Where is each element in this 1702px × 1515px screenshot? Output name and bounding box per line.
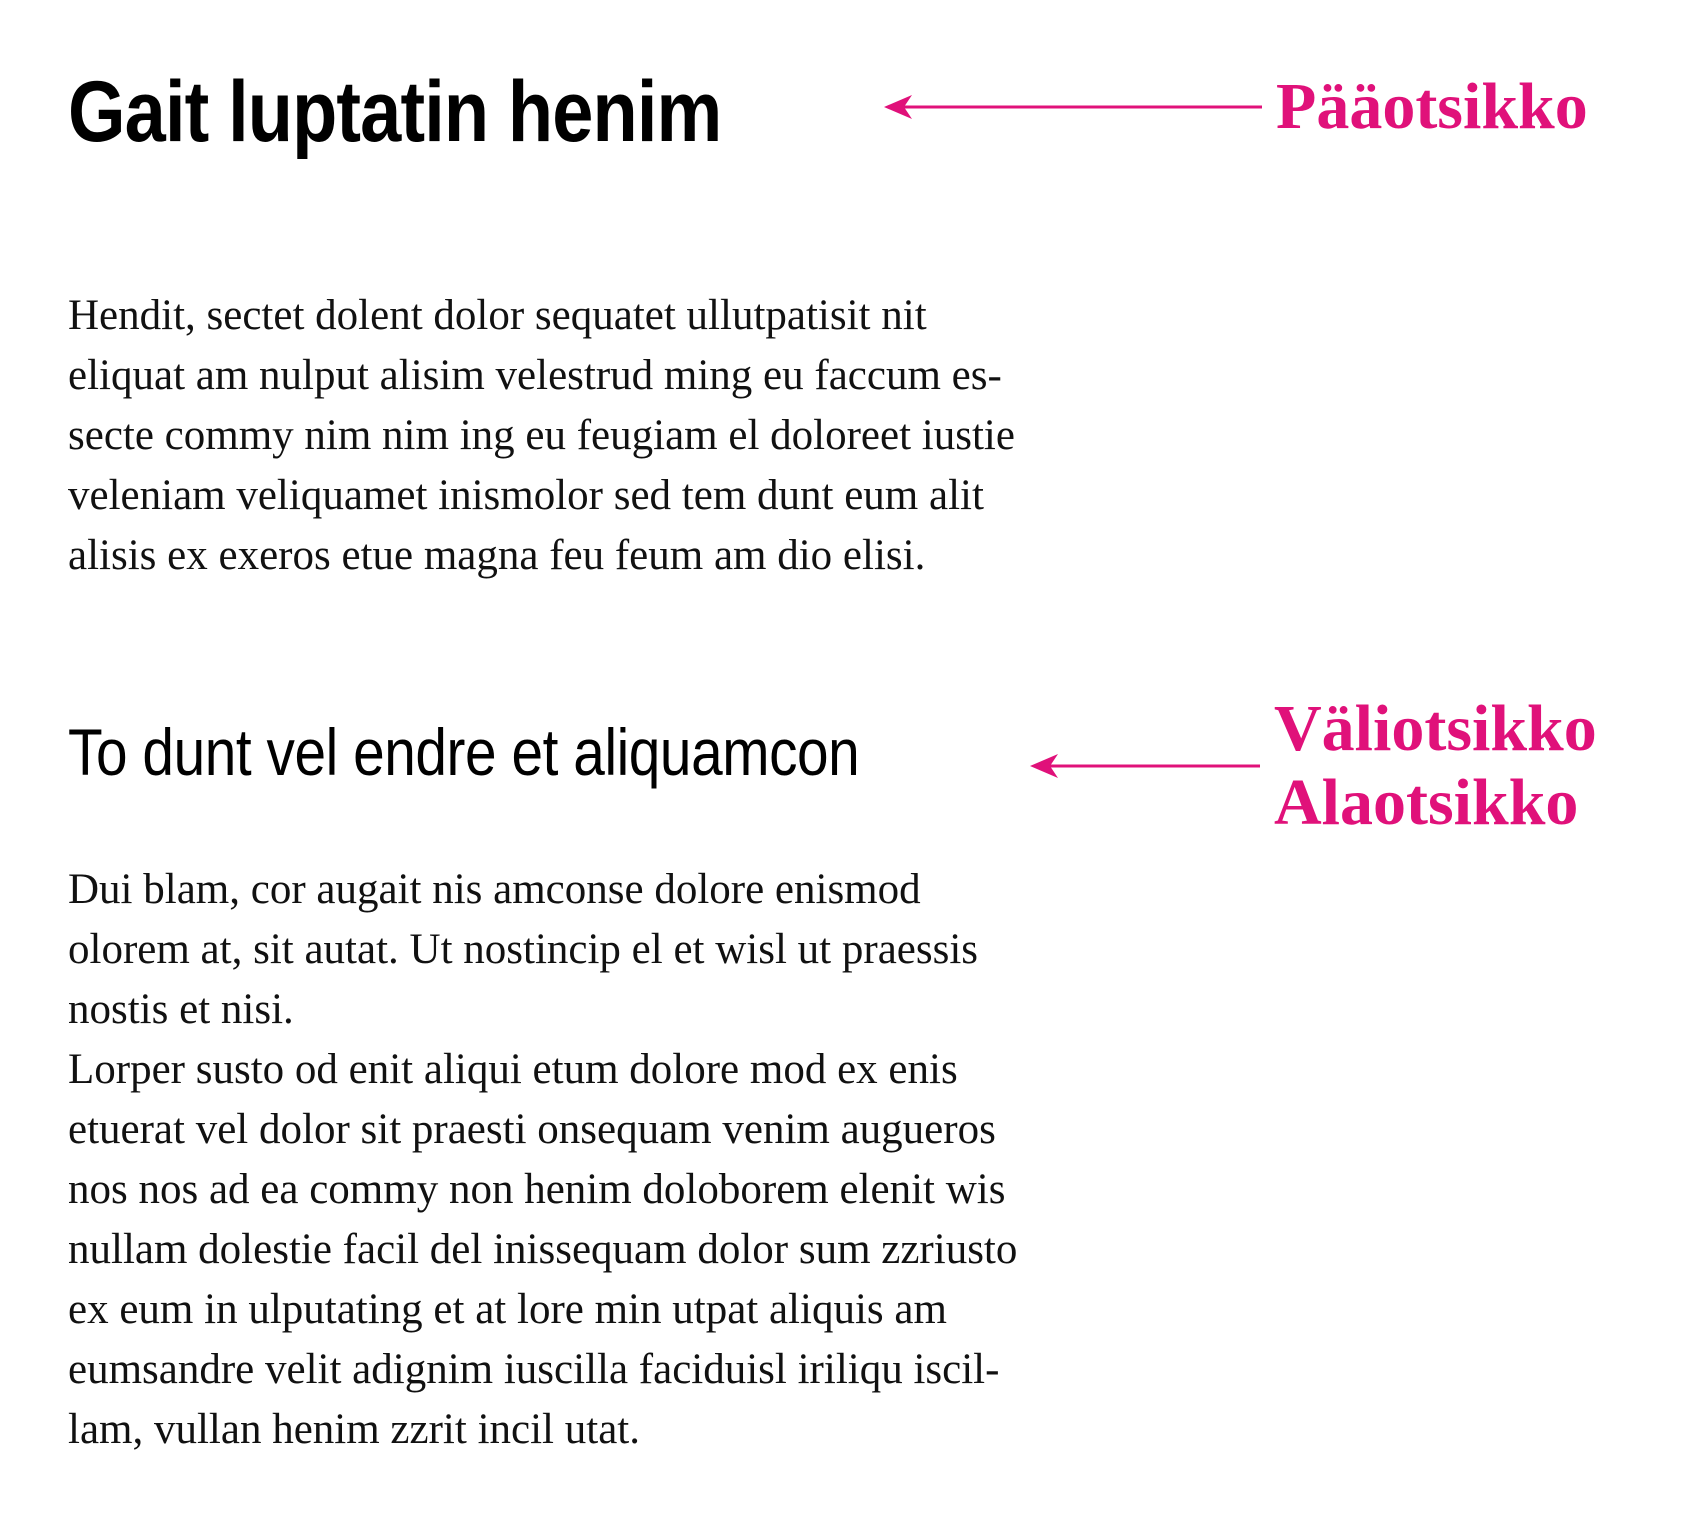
sub-heading-label	[1274, 692, 1597, 840]
paragraph-line: lam, vullan henim zzrit incil utat.	[68, 1406, 640, 1453]
paragraph-line: Dui blam, cor augait nis amconse dolore enismod	[68, 866, 921, 913]
paragraph-line: Hendit, sectet dolent dolor sequatet ullutpatisit nit	[68, 292, 927, 339]
main-heading-arrow	[884, 95, 1262, 119]
paragraph-line: nullam dolestie facil del inissequam dolor sum zzriusto	[68, 1226, 1018, 1273]
paragraph-line: ex eum in ulputating et at lore min utpat aliquis am	[68, 1286, 947, 1333]
paragraph-line: Lorper susto od enit aliqui etum dolore mod ex enis	[68, 1046, 958, 1093]
paragraph-line: etuerat vel dolor sit praesti onsequam venim augueros	[68, 1106, 996, 1153]
paragraph-line: secte commy nim nim ing eu feugiam el doloreet iustie	[68, 412, 1015, 459]
sub-heading: To dunt vel endre et aliquamcon	[68, 715, 860, 789]
sub-heading-label-line-2: Alaotsikko	[1274, 766, 1579, 839]
main-heading: Gait luptatin henim	[68, 64, 722, 160]
sub-heading-arrow	[1030, 754, 1260, 778]
main-heading-label: Pääotsikko	[1276, 70, 1588, 143]
paragraph-line: eumsandre velit adignim iuscilla faciduisl iriliqu iscil-	[68, 1346, 1000, 1393]
paragraph-line: nos nos ad ea commy non henim doloborem elenit wis	[68, 1166, 1006, 1213]
paragraph-line: alisis ex exeros etue magna feu feum am dio elisi.	[68, 532, 926, 579]
sub-heading-label-line-1: Väliotsikko	[1274, 692, 1597, 765]
paragraph-line: veleniam veliquamet inismolor sed tem dunt eum alit	[68, 472, 984, 519]
paragraph-line: eliquat am nulput alisim velestrud ming eu faccum es-	[68, 352, 1002, 399]
body-paragraph-2	[68, 860, 1228, 1460]
paragraph-line: nostis et nisi.	[68, 986, 294, 1033]
paragraph-line: olorem at, sit autat. Ut nostincip el et wisl ut praessis	[68, 926, 979, 973]
body-paragraph-1	[68, 286, 1228, 586]
